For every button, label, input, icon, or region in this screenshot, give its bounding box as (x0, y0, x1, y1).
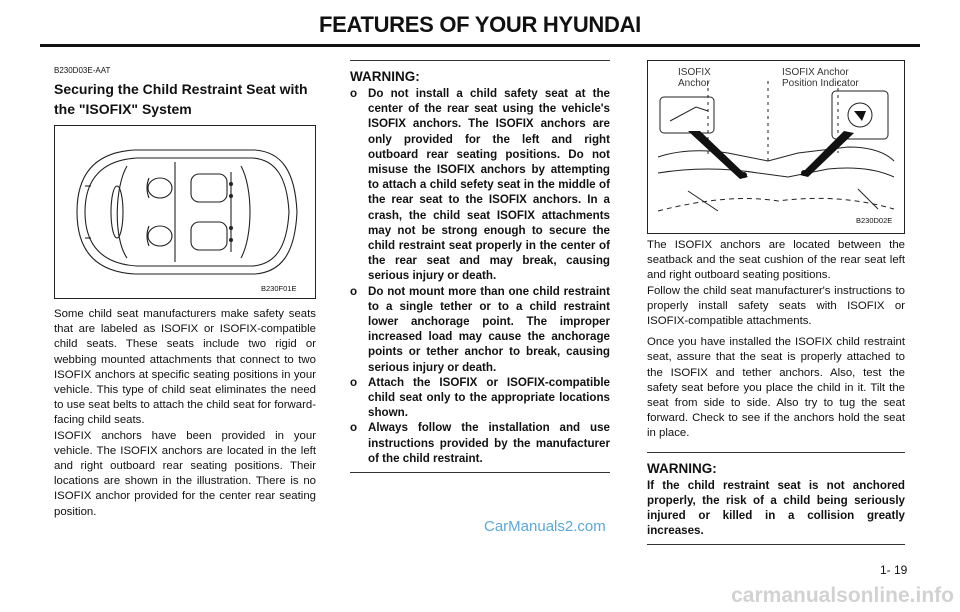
warning-bottom-rule (350, 472, 610, 473)
watermark-link[interactable]: CarManuals2.com (484, 518, 606, 535)
figure-caption: B230F01E (261, 284, 297, 293)
page-header-title: FEATURES OF YOUR HYUNDAI (318, 12, 641, 37)
bullet: o (350, 421, 358, 435)
body-paragraph: ISOFIX anchors have been provided in your vehicle. The ISOFIX anchors are located in the left and right outboard rear seating positions. Their locations are shown in the illustration. There is no ISOFIX anchor provided for the center rear seating position. (54, 429, 316, 518)
isofix-position-indicator-label-line-2: Position Indicator (782, 78, 859, 89)
warning-top-rule (647, 452, 905, 453)
section-title-line-2: the "ISOFIX" System (54, 101, 192, 117)
body-paragraph: Once you have installed the ISOFIX child restraint seat, assure that the seat is properly attached to the ISOFIX and tether anchors. Also, test the safety seat before you place the child in it. Tilt the seat from side to side. Also try to tug the seat forward. Check to see if the anchors hold the seat in place. (647, 336, 905, 440)
isofix-position-indicator-label-line-1: ISOFIX Anchor (782, 67, 849, 78)
warning-text: If the child restraint seat is not anchored properly, the risk of a child being seriously injured or killed in a collision greatly increases. (647, 478, 905, 538)
isofix-anchor-label-line-2: Anchor (678, 78, 710, 89)
warning-heading: WARNING: (647, 460, 717, 476)
section-title (54, 79, 316, 119)
bullet: o (350, 87, 358, 100)
warning-item (350, 284, 610, 375)
right-column (647, 60, 905, 545)
warning-item (350, 375, 610, 421)
isofix-anchor-label-line-1: ISOFIX (678, 67, 711, 78)
warning-item (350, 86, 610, 284)
isofix-position-indicator-label (782, 67, 859, 89)
figure-caption: B230D02E (856, 216, 893, 225)
page-number: 1- 19 (880, 563, 908, 577)
footer-watermark: carmanualsonline.info (731, 584, 954, 607)
bullet: o (350, 284, 358, 298)
warning-heading: WARNING: (350, 69, 420, 84)
warning-item-text: Always follow the installation and use instructions provided by the manufacturer of the child restraint. (368, 421, 610, 465)
car-topview-illustration (55, 126, 315, 298)
isofix-anchor-figure (647, 60, 905, 234)
section-code: B230D03E-AAT (54, 66, 111, 75)
left-column (54, 60, 316, 520)
body-paragraph: Follow the child seat manufacturer's instructions to properly install safety seats with ISOFIX or ISOFIX-compatible attachments. (647, 284, 905, 328)
warning-item-text: Attach the ISOFIX or ISOFIX-compatible child seat only to the appropriate locations shown. (368, 375, 610, 420)
body-paragraph: Some child seat manufacturers make safety seats that are labeled as ISOFIX or ISOFIX-compatible child seats. These seats include two rigid or webbing mounted attachments that connect to two ISOFIX anchors at specific seating positions in your vehicle. This type of child seat eliminates the need to use seat belts to attach the child seat for forward-facing child seats. (54, 308, 316, 427)
bullet: o (350, 375, 358, 389)
warning-list (350, 86, 610, 466)
body-paragraph: The ISOFIX anchors are located between the seatback and the seat cushion of the rear seat left and right outboard seating positions. (647, 239, 905, 282)
middle-column (350, 60, 610, 473)
isofix-anchor-label (678, 67, 711, 89)
warning-bottom-rule (647, 544, 905, 545)
header-rule (40, 44, 920, 47)
warning-top-rule (350, 60, 610, 61)
warning-item-text: Do not mount more than one child restraint to a single tether or to a child restraint lower anchorage point. The improper increased load may cause the anchorage points or tether anchor to break, causing serious injury or death. (368, 284, 610, 374)
warning-item (350, 420, 610, 466)
car-topview-figure (54, 125, 316, 299)
section-title-line-1: Securing the Child Restraint Seat with (54, 81, 308, 97)
warning-item-text: Do not install a child safety seat at the center of the rear seat using the vehicle's ISOFIX anchors. The ISOFIX anchors are only provided for the left and right outboard rear seating positions. Do not misuse the ISOFIX anchors by attempting to attach a child sefety seat in the middle of the rear seat to the ISOFIX anchors. In a crash, the child seat ISOFIX attachments may not be strong enough to secure the child restraint seat properly in the center of the rear seat and may break, causing serious injury or death. (368, 87, 610, 283)
